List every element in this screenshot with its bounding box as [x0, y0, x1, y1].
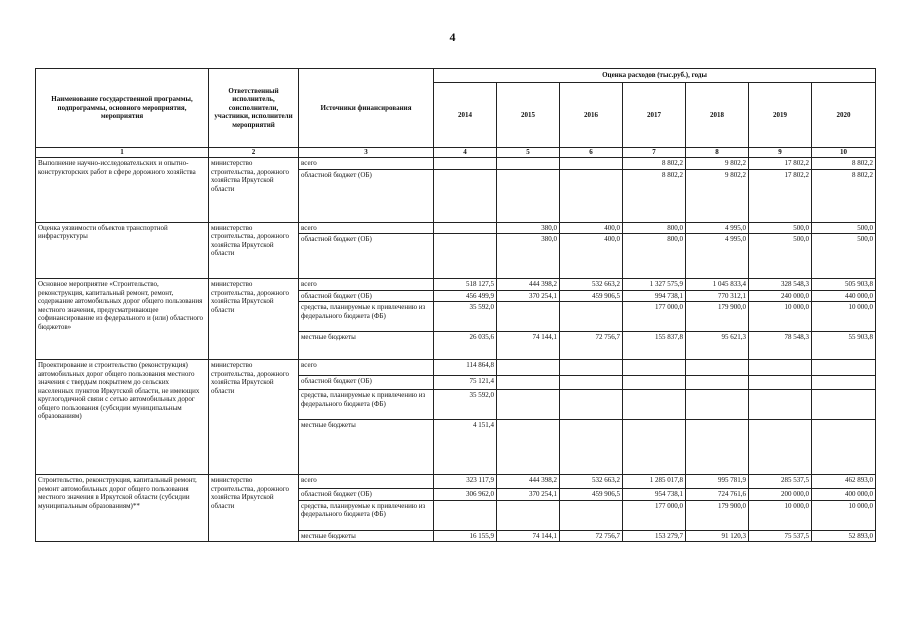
- value-cell: 440 000,0: [812, 290, 876, 302]
- value-cell: 505 903,8: [812, 279, 876, 291]
- value-cell: [623, 376, 686, 390]
- value-cell: 72 756,7: [560, 332, 623, 360]
- value-cell: 444 398,2: [497, 475, 560, 489]
- value-cell: [497, 500, 560, 530]
- value-cell: 306 962,0: [434, 489, 497, 501]
- column-number: 1: [36, 148, 209, 158]
- value-cell: [434, 158, 497, 170]
- value-cell: 75 121,4: [434, 376, 497, 390]
- value-cell: 370 254,1: [497, 489, 560, 501]
- value-cell: 456 499,9: [434, 290, 497, 302]
- funding-source: областной бюджет (ОБ): [299, 290, 434, 302]
- value-cell: 500,0: [812, 234, 876, 279]
- value-cell: [749, 420, 812, 475]
- value-cell: 179 900,0: [686, 302, 749, 332]
- funding-source: областной бюджет (ОБ): [299, 489, 434, 501]
- funding-source: всего: [299, 475, 434, 489]
- value-cell: [434, 169, 497, 222]
- funding-source: всего: [299, 279, 434, 291]
- value-cell: 4 151,4: [434, 420, 497, 475]
- value-cell: 400,0: [560, 222, 623, 234]
- activity-name: Проектирование и строительство (реконструкция) автомобильных дорог общего пользования местного значения с твердым покрытием до сельских населенных пунктов Иркутской области, не имеющих круглогодичной связи с сетью автомобильных дорог общего пользования (субсидии муниципальным образованиям): [36, 360, 209, 475]
- value-cell: [686, 390, 749, 420]
- value-cell: 26 035,6: [434, 332, 497, 360]
- value-cell: [497, 302, 560, 332]
- value-cell: 518 127,5: [434, 279, 497, 291]
- value-cell: 323 117,9: [434, 475, 497, 489]
- column-number: 6: [560, 148, 623, 158]
- value-cell: 10 000,0: [812, 302, 876, 332]
- column-number: 2: [209, 148, 299, 158]
- value-cell: 724 761,6: [686, 489, 749, 501]
- value-cell: 4 995,0: [686, 234, 749, 279]
- value-cell: 114 864,8: [434, 360, 497, 376]
- header-year: 2016: [560, 83, 623, 148]
- value-cell: [497, 169, 560, 222]
- value-cell: 155 837,8: [623, 332, 686, 360]
- value-cell: 55 903,8: [812, 332, 876, 360]
- column-number: 8: [686, 148, 749, 158]
- value-cell: 444 398,2: [497, 279, 560, 291]
- value-cell: 240 000,0: [749, 290, 812, 302]
- value-cell: 91 120,3: [686, 530, 749, 542]
- value-cell: 8 802,2: [623, 158, 686, 170]
- value-cell: [560, 390, 623, 420]
- value-cell: 8 802,2: [812, 158, 876, 170]
- value-cell: 35 592,0: [434, 302, 497, 332]
- column-number: 4: [434, 148, 497, 158]
- value-cell: [497, 376, 560, 390]
- budget-table: [35, 68, 876, 542]
- value-cell: 532 663,2: [560, 279, 623, 291]
- value-cell: 74 144,1: [497, 332, 560, 360]
- value-cell: 459 906,5: [560, 489, 623, 501]
- table-row: [36, 279, 876, 291]
- value-cell: [686, 420, 749, 475]
- value-cell: 9 802,2: [686, 158, 749, 170]
- header-year: 2015: [497, 83, 560, 148]
- value-cell: [560, 376, 623, 390]
- value-cell: 995 781,9: [686, 475, 749, 489]
- value-cell: [434, 500, 497, 530]
- activity-name: Основное мероприятие «Строительство, реконструкция, капитальный ремонт, ремонт, содержание автомобильных дорог общего пользования местного значения, предусматривающее софинансирование из федерального и (или) областного бюджетов»: [36, 279, 209, 360]
- responsible-executor: министерство строительства, дорожного хозяйства Иркутской области: [209, 279, 299, 360]
- value-cell: 10 000,0: [812, 500, 876, 530]
- value-cell: 370 254,1: [497, 290, 560, 302]
- value-cell: 285 537,5: [749, 475, 812, 489]
- value-cell: 35 592,0: [434, 390, 497, 420]
- value-cell: 72 756,7: [560, 530, 623, 542]
- funding-source: средства, планируемые к привлечению из федерального бюджета (ФБ): [299, 302, 434, 332]
- value-cell: [749, 376, 812, 390]
- page-number: 4: [449, 30, 456, 44]
- value-cell: 400,0: [560, 234, 623, 279]
- value-cell: 78 548,3: [749, 332, 812, 360]
- value-cell: 800,0: [623, 222, 686, 234]
- value-cell: [560, 420, 623, 475]
- value-cell: 500,0: [749, 222, 812, 234]
- value-cell: 994 738,1: [623, 290, 686, 302]
- value-cell: 532 663,2: [560, 475, 623, 489]
- value-cell: [812, 360, 876, 376]
- column-number: 3: [299, 148, 434, 158]
- value-cell: 1 285 017,8: [623, 475, 686, 489]
- value-cell: [812, 376, 876, 390]
- funding-source: областной бюджет (ОБ): [299, 234, 434, 279]
- value-cell: 954 738,1: [623, 489, 686, 501]
- value-cell: 177 000,0: [623, 500, 686, 530]
- value-cell: 74 144,1: [497, 530, 560, 542]
- value-cell: [812, 390, 876, 420]
- value-cell: [560, 169, 623, 222]
- value-cell: 153 279,7: [623, 530, 686, 542]
- header-year: 2018: [686, 83, 749, 148]
- value-cell: 770 312,1: [686, 290, 749, 302]
- value-cell: 380,0: [497, 234, 560, 279]
- value-cell: 400 000,0: [812, 489, 876, 501]
- value-cell: 1 327 575,9: [623, 279, 686, 291]
- value-cell: 177 000,0: [623, 302, 686, 332]
- value-cell: [623, 390, 686, 420]
- column-number: 10: [812, 148, 876, 158]
- value-cell: [497, 390, 560, 420]
- responsible-executor: министерство строительства, дорожного хозяйства Иркутской области: [209, 360, 299, 475]
- value-cell: 10 000,0: [749, 500, 812, 530]
- value-cell: 380,0: [497, 222, 560, 234]
- value-cell: [497, 158, 560, 170]
- value-cell: 500,0: [749, 234, 812, 279]
- value-cell: [434, 222, 497, 234]
- responsible-executor: министерство строительства, дорожного хозяйства Иркутской области: [209, 475, 299, 542]
- funding-source: областной бюджет (ОБ): [299, 169, 434, 222]
- funding-source: местные бюджеты: [299, 332, 434, 360]
- funding-source: средства, планируемые к привлечению из федерального бюджета (ФБ): [299, 390, 434, 420]
- table-row: [36, 360, 876, 376]
- value-cell: [560, 302, 623, 332]
- value-cell: 1 045 833,4: [686, 279, 749, 291]
- value-cell: [497, 420, 560, 475]
- value-cell: 500,0: [812, 222, 876, 234]
- activity-name: Выполнение научно-исследовательских и опытно-конструкторских работ в сфере дорожного хозяйства: [36, 158, 209, 223]
- table-row: [36, 222, 876, 234]
- funding-source: всего: [299, 158, 434, 170]
- value-cell: 95 621,3: [686, 332, 749, 360]
- funding-source: областной бюджет (ОБ): [299, 376, 434, 390]
- value-cell: [560, 158, 623, 170]
- value-cell: 462 893,0: [812, 475, 876, 489]
- value-cell: [623, 360, 686, 376]
- column-number: 9: [749, 148, 812, 158]
- value-cell: 75 537,5: [749, 530, 812, 542]
- value-cell: 16 155,9: [434, 530, 497, 542]
- value-cell: 179 900,0: [686, 500, 749, 530]
- header-year: 2014: [434, 83, 497, 148]
- responsible-executor: министерство строительства, дорожного хозяйства Иркутской области: [209, 222, 299, 279]
- value-cell: 8 802,2: [812, 169, 876, 222]
- value-cell: [560, 500, 623, 530]
- value-cell: [434, 234, 497, 279]
- column-number: 5: [497, 148, 560, 158]
- activity-name: Оценка уязвимости объектов транспортной инфраструктуры: [36, 222, 209, 279]
- value-cell: 9 802,2: [686, 169, 749, 222]
- value-cell: [812, 420, 876, 475]
- value-cell: 52 893,0: [812, 530, 876, 542]
- funding-source: местные бюджеты: [299, 530, 434, 542]
- funding-source: всего: [299, 360, 434, 376]
- funding-source: средства, планируемые к привлечению из федерального бюджета (ФБ): [299, 500, 434, 530]
- funding-source: всего: [299, 222, 434, 234]
- value-cell: [686, 360, 749, 376]
- value-cell: 4 995,0: [686, 222, 749, 234]
- value-cell: 200 000,0: [749, 489, 812, 501]
- header-year: 2019: [749, 83, 812, 148]
- header-name: Наименование государственной программы, подпрограммы, основного мероприятия, мероприятия: [36, 69, 209, 148]
- value-cell: [623, 420, 686, 475]
- value-cell: [560, 360, 623, 376]
- value-cell: 328 548,3: [749, 279, 812, 291]
- value-cell: [497, 360, 560, 376]
- column-numbers-row: [36, 148, 876, 158]
- activity-name: Строительство, реконструкция, капитальный ремонт, ремонт автомобильных дорог общего пользования местного значения в Иркутской области (субсидии муниципальным образованиям)**: [36, 475, 209, 542]
- value-cell: 10 000,0: [749, 302, 812, 332]
- funding-source: местные бюджеты: [299, 420, 434, 475]
- table-row: [36, 475, 876, 489]
- header-year: 2020: [812, 83, 876, 148]
- column-number: 7: [623, 148, 686, 158]
- value-cell: [749, 390, 812, 420]
- value-cell: [686, 376, 749, 390]
- value-cell: [749, 360, 812, 376]
- header-responsible: Ответственный исполнитель, соисполнители, участники, исполнители мероприятий: [209, 69, 299, 148]
- header-year: 2017: [623, 83, 686, 148]
- value-cell: 17 802,2: [749, 169, 812, 222]
- value-cell: 8 802,2: [623, 169, 686, 222]
- value-cell: 17 802,2: [749, 158, 812, 170]
- value-cell: 459 906,5: [560, 290, 623, 302]
- header-costs: Оценка расходов (тыс.руб.), годы: [434, 69, 876, 83]
- value-cell: 800,0: [623, 234, 686, 279]
- table-row: [36, 158, 876, 170]
- responsible-executor: министерство строительства, дорожного хозяйства Иркутской области: [209, 158, 299, 223]
- header-sources: Источники финансирования: [299, 69, 434, 148]
